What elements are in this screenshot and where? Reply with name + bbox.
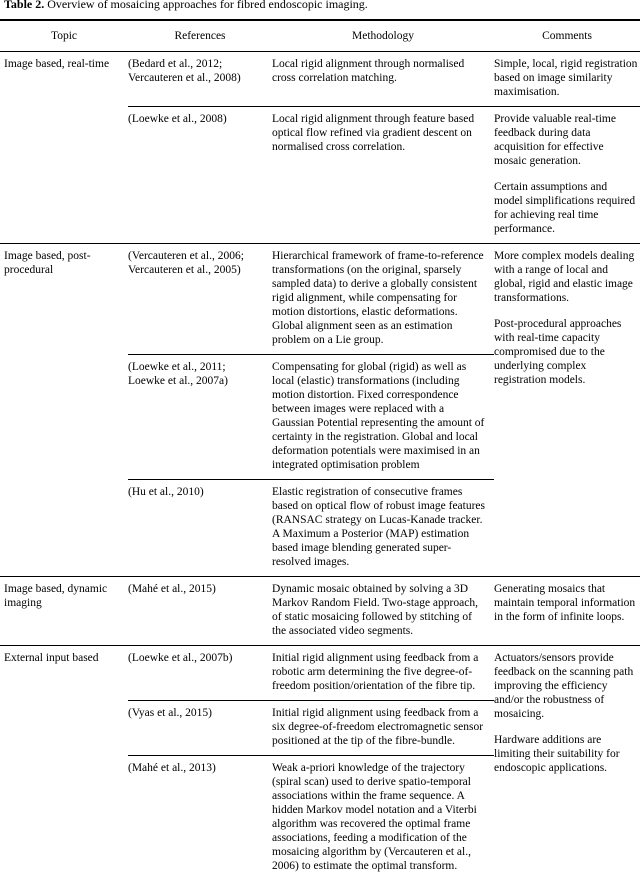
col-header-comments: Comments: [494, 20, 640, 52]
col-header-references: References: [128, 20, 272, 52]
comment-paragraph: Actuators/sensors provide feedback on the scanning path improving the efficiency and/or the robustness of mosaicing.: [494, 652, 634, 721]
topic-cell: External input based: [0, 646, 128, 879]
table-header: [0, 20, 640, 52]
table-row: [0, 51, 640, 106]
table-caption: [0, 0, 640, 19]
table-row: [0, 243, 640, 354]
col-header-topic: Topic: [0, 20, 128, 52]
comment-paragraph: Certain assumptions and model simplifications required for achieving real time performance.: [494, 180, 636, 235]
topic-cell: Image based, post-procedural: [0, 243, 128, 576]
references-cell: (Loewke et al., 2007b): [128, 646, 272, 701]
header-row: [0, 20, 640, 52]
comments-cell: [494, 106, 640, 243]
methodology-cell: Initial rigid alignment using feedback from a six degree-of-freedom electromagnetic sensor positioned at the tip of the fibre-bundle.: [272, 701, 494, 756]
methodology-cell: Weak a-priori knowledge of the trajectory (spiral scan) used to derive spatio-temporal associations within the frame sequence. A hidden Markov model notation and a Viterbi algorithm was recovered the optimal frame associations, feeding a modification of the mosaicing algorithm by (Vercauteren et al., 2006) to estimate the optimal transform.: [272, 756, 494, 879]
comments-cell: [494, 646, 640, 879]
comment-paragraph: More complex models dealing with a range of local and global, rigid and elastic image transformations.: [494, 249, 635, 304]
table-row: [0, 646, 640, 701]
table-body: [0, 51, 640, 879]
table-caption-text: Overview of mosaicing approaches for fibred endoscopic imaging.: [47, 0, 368, 11]
references-cell: (Mahé et al., 2015): [128, 577, 272, 646]
comment-paragraph: Post-procedural approaches with real-time capacity compromised due to the underlying complex registration models.: [494, 317, 622, 386]
references-cell: (Loewke et al., 2011; Loewke et al., 2007a): [128, 354, 272, 479]
table-row: [0, 577, 640, 646]
references-cell: (Mahé et al., 2013): [128, 756, 272, 879]
comment-paragraph: Simple, local, rigid registration based on image similarity maximisation.: [494, 57, 638, 98]
comment-paragraph: Hardware additions are limiting their suitability for endoscopic applications.: [494, 734, 620, 775]
methodology-cell: Local rigid alignment through feature based optical flow refined via gradient descent on normalised cross correlation.: [272, 106, 494, 243]
references-cell: (Loewke et al., 2008): [128, 106, 272, 243]
comments-cell: [494, 51, 640, 106]
comment-paragraph: Generating mosaics that maintain temporal information in the form of infinite loops.: [494, 583, 636, 624]
methodology-cell: Compensating for global (rigid) as well as local (elastic) transformations (including motion distortion. Fixed correspondence between images were replaced with a Gaussian Potential representing the amount of certainty in the registration. Global and local deformation potentials were maximised in an integrated optimisation problem: [272, 354, 494, 479]
methodology-cell: Dynamic mosaic obtained by solving a 3D Markov Random Field. Two-stage approach, of static mosaicing followed by stitching of the associated video segments.: [272, 577, 494, 646]
comments-cell: [494, 243, 640, 576]
col-header-methodology: Methodology: [272, 20, 494, 52]
methodology-cell: Hierarchical framework of frame-to-reference transformations (on the original, sparsely sampled data) to derive a globally consistent rigid alignment, while compensating for motion distortions, elastic deformations. Global alignment seen as an estimation problem on a Lie group.: [272, 243, 494, 354]
references-cell: (Vercauteren et al., 2006; Vercauteren et al., 2005): [128, 243, 272, 354]
mosaicing-approaches-table: [0, 19, 640, 879]
topic-cell: Image based, real-time: [0, 51, 128, 243]
references-cell: (Bedard et al., 2012; Vercauteren et al., 2008): [128, 51, 272, 106]
methodology-cell: Local rigid alignment through normalised cross correlation matching.: [272, 51, 494, 106]
methodology-cell: Elastic registration of consecutive frames based on optical flow of robust image features (RANSAC strategy on Lucas-Kanade tracker. A Maximum a Posterior (MAP) estimation based image blending generated super-resolved images.: [272, 480, 494, 577]
references-cell: (Vyas et al., 2015): [128, 701, 272, 756]
references-cell: (Hu et al., 2010): [128, 480, 272, 577]
table-caption-label: Table 2.: [4, 0, 45, 11]
comments-cell: [494, 577, 640, 646]
methodology-cell: Initial rigid alignment using feedback from a robotic arm determining the five degree-of-freedom position/orientation of the fibre tip.: [272, 646, 494, 701]
topic-cell: Image based, dynamic imaging: [0, 577, 128, 646]
comment-paragraph: Provide valuable real-time feedback during data acquisition for effective mosaic generation.: [494, 112, 616, 167]
